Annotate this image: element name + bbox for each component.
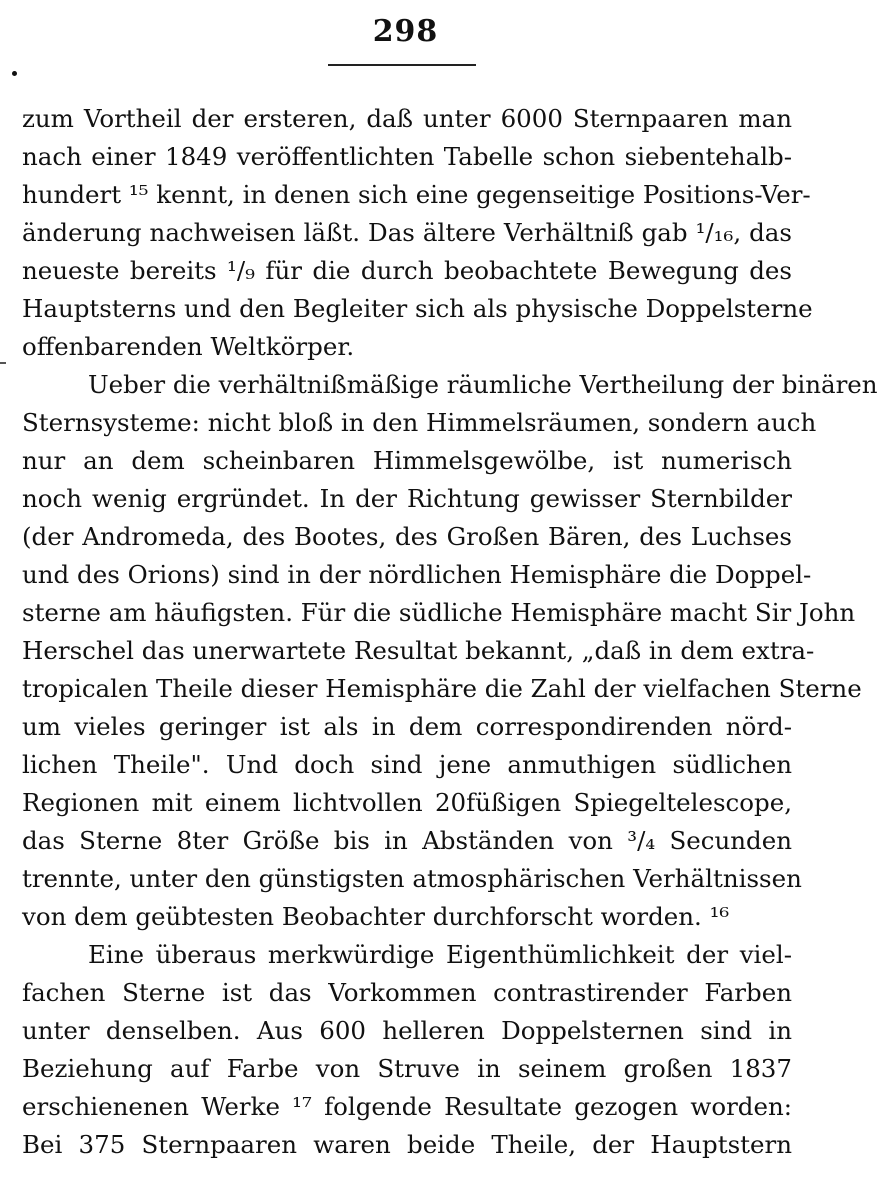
text-line: neueste bereits ¹/₉ für die durch beobachtete Bewegung des <box>22 256 792 285</box>
text-line: zum Vortheil der ersteren, daß unter 6000 Sternpaaren man <box>22 104 792 133</box>
text-line: von dem geübtesten Beobachter durchforscht worden. ¹⁶ <box>22 902 730 931</box>
text-line: Regionen mit einem lichtvollen 20füßigen Spiegeltelescope, <box>22 788 792 817</box>
text-line: fachen Sterne ist das Vorkommen contrastirender Farben <box>22 978 792 1007</box>
page-number: 298 <box>372 14 439 49</box>
text-line: Bei 375 Sternpaaren waren beide Theile, der Hauptstern <box>22 1130 792 1159</box>
text-line: das Sterne 8ter Größe bis in Abständen von ³/₄ Secunden <box>22 826 792 855</box>
text-line: nur an dem scheinbaren Himmelsgewölbe, ist numerisch <box>22 446 792 475</box>
text-line: offenbarenden Weltkörper. <box>22 332 355 361</box>
text-line: unter denselben. Aus 600 helleren Doppelsternen sind in <box>22 1016 792 1045</box>
text-line: erschienenen Werke ¹⁷ folgende Resultate gezogen worden: <box>22 1092 792 1121</box>
text-line: lichen Theile". Und doch sind jene anmuthigen südlichen <box>22 750 792 779</box>
paragraph-start-line: Ueber die verhältnißmäßige räumliche Vertheilung der binären <box>88 370 878 399</box>
text-line: sterne am häufigsten. Für die südliche Hemisphäre macht Sir John <box>22 598 856 627</box>
paragraph-start-line: Eine überaus merkwürdige Eigenthümlichkeit der viel- <box>88 940 792 969</box>
text-line: Beziehung auf Farbe von Struve in seinem großen 1837 <box>22 1054 792 1083</box>
text-line: um vieles geringer ist als in dem correspondirenden nörd- <box>22 712 792 741</box>
body-text <box>22 100 878 1164</box>
text-line: hundert ¹⁵ kennt, in denen sich eine gegenseitige Positions-Ver- <box>22 180 811 209</box>
text-line: Herschel das unerwartete Resultat bekannt, „daß in dem extra- <box>22 636 815 665</box>
text-line: änderung nachweisen läßt. Das ältere Verhältniß gab ¹/₁₆, das <box>22 218 792 247</box>
text-line: Sternsysteme: nicht bloß in den Himmelsräumen, sondern auch <box>22 408 817 437</box>
text-line: noch wenig ergründet. In der Richtung gewisser Sternbilder <box>22 484 792 513</box>
text-line: (der Andromeda, des Bootes, des Großen Bären, des Luchses <box>22 522 792 551</box>
text-line: trennte, unter den günstigsten atmosphärischen Verhältnissen <box>22 864 802 893</box>
text-line: tropicalen Theile dieser Hemisphäre die Zahl der vielfachen Sterne <box>22 674 862 703</box>
margin-mark <box>0 362 6 364</box>
margin-dot <box>12 71 17 76</box>
header-rule <box>328 64 476 66</box>
text-line: und des Orions) sind in der nördlichen Hemisphäre die Doppel- <box>22 560 812 589</box>
text-line: nach einer 1849 veröffentlichten Tabelle schon siebentehalb- <box>22 142 792 171</box>
text-line: Hauptsterns und den Begleiter sich als physische Doppelsterne <box>22 294 813 323</box>
